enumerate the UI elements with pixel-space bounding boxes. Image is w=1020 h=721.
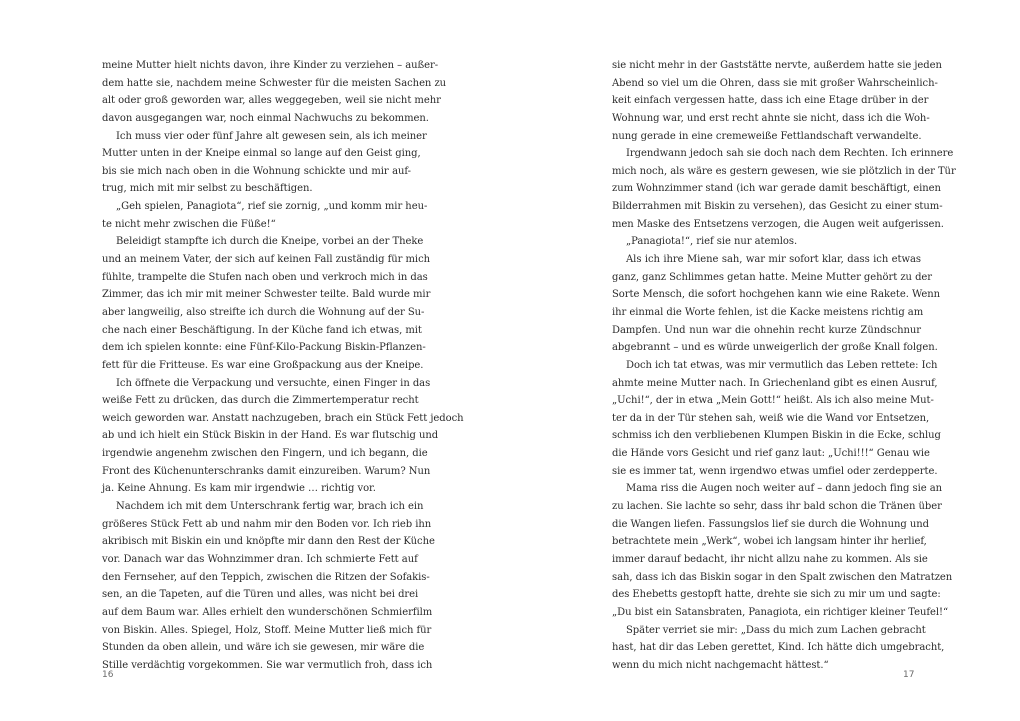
left-page-number: 16 bbox=[102, 670, 114, 680]
text-line: hast, hat dir das Leben gerettet, Kind. Ich hätte dich umgebracht, bbox=[612, 642, 945, 654]
text-line: aber langweilig, also streifte ich durch die Wohnung auf der Su- bbox=[102, 306, 425, 318]
text-line: wenn du mich nicht nachgemacht hättest.“ bbox=[612, 659, 829, 671]
text-line: betrachtete mein „Werk“, wobei ich langsam hinter ihr herlief, bbox=[612, 536, 927, 548]
text-line: Ich öffnete die Verpackung und versuchte, einen Finger in das bbox=[116, 377, 431, 389]
text-line: immer darauf bedacht, ihr nicht allzu nahe zu kommen. Als sie bbox=[612, 553, 928, 565]
text-line: „Du bist ein Satansbraten, Panagiota, ein richtiger kleiner Teufel!“ bbox=[612, 606, 949, 618]
text-line: den Fernseher, auf den Teppich, zwischen die Ritzen der Sofakis- bbox=[102, 571, 430, 583]
text-line: trug, mich mit mir selbst zu beschäftigen. bbox=[102, 183, 313, 195]
text-line: ahmte meine Mutter nach. In Griechenland gibt es einen Ausruf, bbox=[612, 377, 938, 389]
text-line: vor. Danach war das Wohnzimmer dran. Ich schmierte Fett auf bbox=[102, 553, 418, 565]
text-line: sie es immer tat, wenn irgendwo etwas umfiel oder zerdepperte. bbox=[612, 465, 938, 477]
text-line: che nach einer Beschäftigung. In der Küche fand ich etwas, mit bbox=[102, 324, 422, 336]
text-line: sen, an die Tapeten, auf die Türen und alles, was nicht bei drei bbox=[102, 589, 419, 601]
text-line: „Panagiota!“, rief sie nur atemlos. bbox=[626, 236, 798, 248]
text-line: Stunden da oben allein, und wäre ich sie gewesen, mir wäre die bbox=[102, 642, 425, 654]
text-line: Später verriet sie mir: „Dass du mich zum Lachen gebracht bbox=[626, 624, 926, 636]
text-line: ja. Keine Ahnung. Es kam mir irgendwie … richtig vor. bbox=[102, 483, 376, 495]
text-line: Abend so viel um die Ohren, dass sie mit großer Wahrscheinlich- bbox=[612, 77, 938, 89]
right-page-text-column bbox=[612, 57, 956, 674]
text-line: sie nicht mehr in der Gaststätte nervte, außerdem hatte sie jeden bbox=[612, 60, 942, 71]
right-page-number: 17 bbox=[903, 670, 915, 680]
text-line: Front des Küchenunterschranks damit einzureiben. Warum? Nun bbox=[102, 465, 431, 477]
text-line: Mama riss die Augen noch weiter auf – dann jedoch fing sie an bbox=[626, 483, 943, 495]
text-line: irgendwie angenehm zwischen den Fingern, und ich begann, die bbox=[102, 448, 428, 460]
text-line: dem ich spielen konnte: eine Fünf-Kilo-Packung Biskin-Pflanzen- bbox=[102, 342, 426, 354]
text-line: sah, dass ich das Biskin sogar in den Spalt zwischen den Matratzen bbox=[612, 571, 953, 583]
text-line: meine Mutter hielt nichts davon, ihre Kinder zu verziehen – außer- bbox=[102, 60, 439, 71]
text-line: men Maske des Entsetzens verzogen, die Augen weit aufgerissen. bbox=[612, 218, 944, 230]
text-line: und an meinem Vater, der sich auf keinen Fall zuständig für mich bbox=[102, 254, 431, 266]
text-line: Irgendwann jedoch sah sie doch nach dem Rechten. Ich erinnere bbox=[626, 148, 954, 160]
text-line: Als ich ihre Miene sah, war mir sofort klar, dass ich etwas bbox=[626, 254, 921, 266]
text-line: „Geh spielen, Panagiota“, rief sie zornig, „und komm mir heu- bbox=[116, 201, 428, 213]
text-line: Zimmer, das ich mir mit meiner Schwester teilte. Bald wurde mir bbox=[102, 289, 431, 301]
text-line: die Wangen liefen. Fassungslos lief sie durch die Wohnung und bbox=[612, 518, 929, 530]
text-line: ter da in der Tür stehen sah, weiß wie die Wand vor Entsetzen, bbox=[612, 412, 930, 424]
text-line: Mutter unten in der Kneipe einmal so lange auf den Geist ging, bbox=[102, 148, 421, 160]
text-line: ihr einmal die Worte fehlen, ist die Kacke meistens richtig am bbox=[612, 306, 924, 318]
text-line: Sorte Mensch, die sofort hochgehen kann wie eine Rakete. Wenn bbox=[612, 289, 941, 301]
text-line: Nachdem ich mit dem Unterschrank fertig war, brach ich ein bbox=[116, 501, 424, 513]
text-line: fett für die Fritteuse. Es war eine Großpackung aus der Kneipe. bbox=[102, 359, 424, 371]
text-line: fühlte, trampelte die Stufen nach oben und verkroch mich in das bbox=[102, 271, 428, 283]
text-line: Doch ich tat etwas, was mir vermutlich das Leben rettete: Ich bbox=[626, 359, 938, 371]
text-line: mich noch, als wäre es gestern gewesen, wie sie plötzlich in der Tür bbox=[612, 165, 956, 177]
text-line: größeres Stück Fett ab und nahm mir den Boden vor. Ich rieb ihn bbox=[102, 518, 432, 530]
text-line: auf dem Baum war. Alles erhielt den wunderschönen Schmierfilm bbox=[102, 606, 433, 618]
text-line: weich geworden war. Anstatt nachzugeben, brach ein Stück Fett jedoch bbox=[102, 412, 464, 424]
text-line: „Uchi!“, der in etwa „Mein Gott!“ heißt. Als ich also meine Mut- bbox=[612, 395, 934, 407]
text-line: ganz, ganz Schlimmes getan hatte. Meine Mutter gehört zu der bbox=[612, 271, 933, 283]
text-line: Bilderrahmen mit Biskin zu versehen), das Gesicht zu einer stum- bbox=[612, 201, 943, 213]
text-line: weiße Fett zu drücken, das durch die Zimmertemperatur recht bbox=[102, 395, 419, 407]
text-line: von Biskin. Alles. Spiegel, Holz, Stoff. Meine Mutter ließ mich für bbox=[102, 624, 432, 636]
text-line: keit einfach vergessen hatte, dass ich eine Etage drüber in der bbox=[612, 95, 929, 107]
text-line: Stille verdächtig vorgekommen. Sie war vermutlich froh, dass ich bbox=[102, 659, 433, 671]
text-line: Ich muss vier oder fünf Jahre alt gewesen sein, als ich meiner bbox=[116, 130, 427, 142]
text-line: Dampfen. Und nun war die ohnehin recht kurze Zündschnur bbox=[612, 324, 921, 336]
text-line: zum Wohnzimmer stand (ich war gerade damit beschäftigt, einen bbox=[612, 183, 941, 195]
text-line: die Hände vors Gesicht und rief ganz laut: „Uchi!!!“ Genau wie bbox=[612, 448, 930, 460]
text-line: Beleidigt stampfte ich durch die Kneipe, vorbei an der Theke bbox=[116, 236, 424, 248]
text-line: davon ausgegangen war, noch einmal Nachwuchs zu bekommen. bbox=[102, 112, 429, 124]
text-line: des Ehebetts gestopft hatte, drehte sie sich zu mir um und sagte: bbox=[612, 589, 941, 601]
text-line: zu lachen. Sie lachte so sehr, dass ihr bald schon die Tränen über bbox=[612, 501, 942, 513]
text-line: Wohnung war, und erst recht ahnte sie nicht, dass ich die Woh- bbox=[612, 112, 930, 124]
text-line: akribisch mit Biskin ein und knöpfte mir dann den Rest der Küche bbox=[102, 536, 435, 548]
left-page-text-column bbox=[102, 57, 464, 674]
text-line: schmiss ich den verbliebenen Klumpen Biskin in die Ecke, schlug bbox=[612, 430, 941, 442]
text-line: bis sie mich nach oben in die Wohnung schickte und mir auf- bbox=[102, 165, 411, 177]
text-line: alt oder groß geworden war, alles weggegeben, weil sie nicht mehr bbox=[102, 95, 441, 107]
text-line: te nicht mehr zwischen die Füße!“ bbox=[102, 218, 276, 230]
right-page bbox=[510, 0, 1020, 721]
text-line: dem hatte sie, nachdem meine Schwester für die meisten Sachen zu bbox=[102, 77, 447, 89]
text-line: nung gerade in eine cremeweiße Fettlandschaft verwandelte. bbox=[612, 130, 922, 142]
text-line: abgebrannt – und es würde unweigerlich der große Knall folgen. bbox=[612, 342, 938, 354]
text-line: ab und ich hielt ein Stück Biskin in der Hand. Es war flutschig und bbox=[102, 430, 439, 442]
